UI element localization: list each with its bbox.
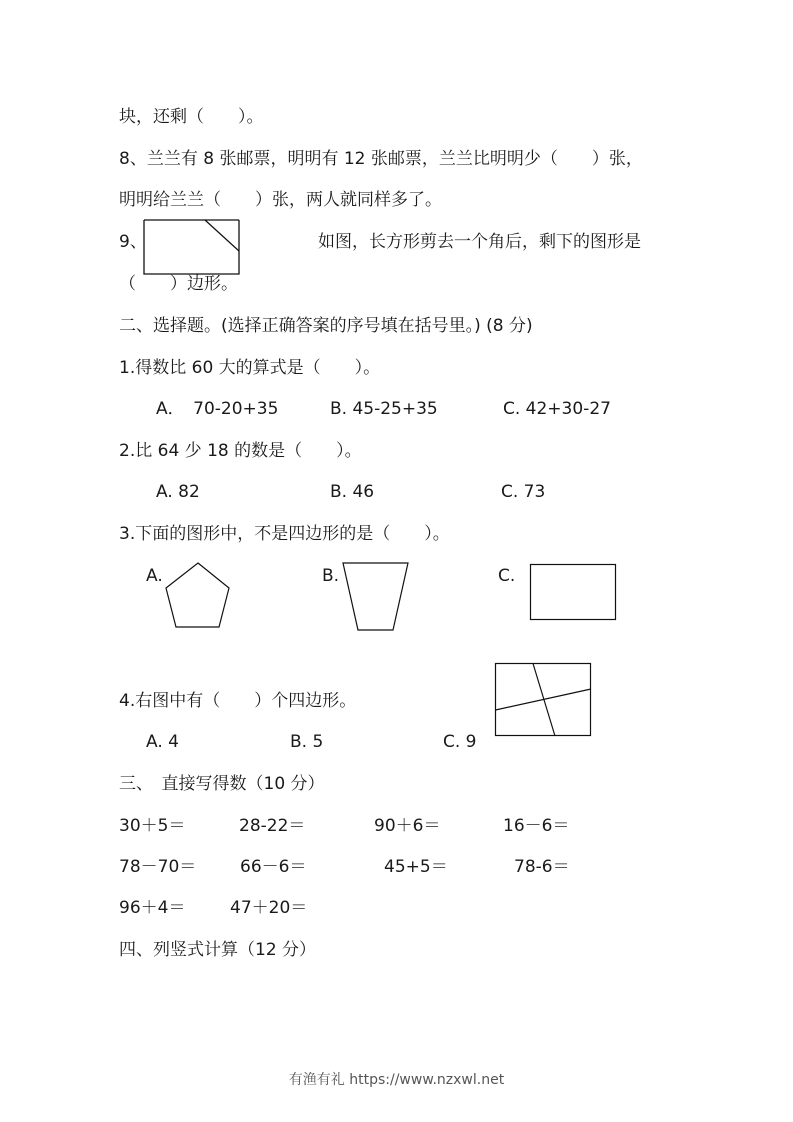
calc-item: 28-22＝: [239, 816, 306, 836]
section3-heading: 三、 直接写得数（10 分）: [119, 774, 325, 794]
q9-number: 9、: [119, 232, 147, 252]
calc-item: 47＋20＝: [230, 898, 308, 918]
divided-rectangle-figure: [495, 663, 592, 737]
q2-4-option-a: A. 4: [146, 732, 179, 752]
q2-4-option-b: B. 5: [290, 732, 324, 752]
q2-1-option-b: B. 45-25+35: [330, 399, 438, 419]
calc-item: 66－6＝: [240, 857, 307, 877]
trapezoid-shape: [343, 563, 409, 631]
q2-3-stem: 3.下面的图形中，不是四边形的是（ ）。: [119, 524, 450, 544]
footer-watermark: 有渔有礼 https://www.nzxwl.net: [288, 1072, 505, 1088]
calc-item: 96＋4＝: [119, 898, 186, 918]
q2-2-option-b: B. 46: [330, 482, 375, 502]
rectangle-shape: [530, 564, 616, 620]
calc-item: 78-6＝: [514, 857, 570, 877]
calc-item: 78－70＝: [119, 857, 197, 877]
q9-text: 如图，长方形剪去一个角后，剩下的图形是: [318, 232, 641, 252]
section4-heading: 四、列竖式计算（12 分）: [119, 940, 317, 960]
calc-item: 45+5＝: [384, 857, 448, 877]
calc-item: 30＋5＝: [119, 816, 186, 836]
q2-2-option-c: C. 73: [501, 482, 546, 502]
calc-item: 16－6＝: [503, 816, 570, 836]
pentagon-shape: [166, 562, 230, 628]
q2-3-option-c: C.: [498, 566, 516, 586]
calc-item: 90＋6＝: [374, 816, 441, 836]
q8-line1: 8、兰兰有 8 张邮票，明明有 12 张邮票，兰兰比明明少（ ）张，: [119, 149, 643, 169]
q2-3-option-a: A.: [146, 566, 163, 586]
q2-3-option-b: B.: [322, 566, 340, 586]
cut-rectangle-figure: [144, 220, 240, 275]
q7-continuation: 块，还剩（ ）。: [119, 107, 264, 127]
section2-heading: 二、选择题。(选择正确答案的序号填在括号里。) (8 分): [119, 316, 533, 336]
q2-2-option-a: A. 82: [156, 482, 200, 502]
q2-2-stem: 2.比 64 少 18 的数是（ ）。: [119, 441, 362, 461]
q2-1-option-c: C. 42+30-27: [503, 399, 611, 419]
q2-4-stem: 4.右图中有（ ）个四边形。: [119, 691, 357, 711]
q2-1-stem: 1.得数比 60 大的算式是（ ）。: [119, 358, 381, 378]
q8-line2: 明明给兰兰（ ）张，两人就同样多了。: [119, 190, 442, 210]
q9-continuation: （ ）边形。: [119, 274, 238, 294]
q2-1-option-a: A． 70-20+35: [156, 399, 279, 419]
q2-4-option-c: C. 9: [443, 732, 477, 752]
